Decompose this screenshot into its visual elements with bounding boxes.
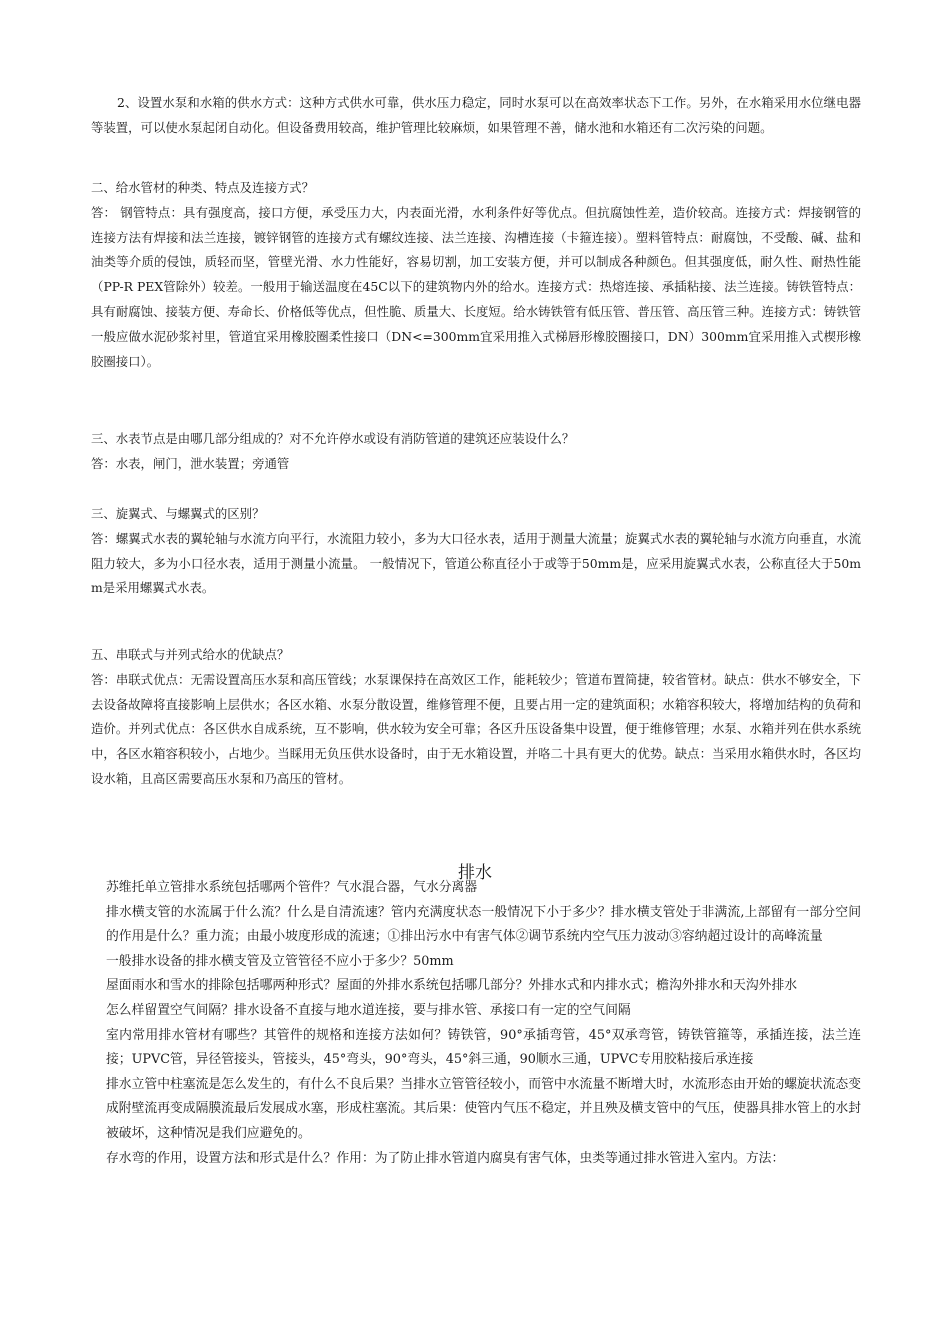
drainage-item: 室内常用排水管材有哪些？其管件的规格和连接方法如何？铸铁管，90°承插弯管，45°双承弯管，铸铁管箍等，承插连接，法兰连接；UPVC管，异径管接头，管接头，45°弯头，90°弯头，45°斜三通，90顺水三通，UPVC专用胶粘接后承连接 bbox=[106, 1027, 861, 1068]
q4-question: 三、旋翼式、与螺翼式的区别？ bbox=[91, 506, 265, 521]
q2-block bbox=[91, 176, 861, 374]
intro-block bbox=[91, 91, 861, 141]
drainage-item: 排水横支管的水流属于什么流？什么是自清流速？管内充满度状态一般情况下小于多少？排水横支管处于非满流,上部留有一部分空间的作用是什么？重力流；由最小坡度形成的流速；①排出污水中有害气体②调节系统内空气压力波动③容纳超过设计的高峰流量 bbox=[106, 904, 861, 945]
drainage-item: 一般排水设备的排水横支管及立管管径不应小于多少？50mm bbox=[106, 953, 454, 969]
q5-block bbox=[91, 643, 861, 792]
intro-paragraph: 2、设置水泵和水箱的供水方式：这种方式供水可靠，供水压力稳定，同时水泵可以在高效率状态下工作。另外，在水箱采用水位继电器等装置，可以使水泵起闭自动化。但设备费用较高，维护管理比较麻烦，如果管理不善，储水池和水箱还有二次污染的问题。 bbox=[91, 95, 861, 135]
q3-block bbox=[91, 427, 861, 477]
q4-answer: 答：螺翼式水表的翼轮轴与水流方向平行，水流阻力较小，多为大口径水表，适用于测量大流量；旋翼式水表的翼轮轴与水流方向垂直，水流阻力较大，多为小口径水表，适用于测量小流量。 一般情况下，管道公称直径小于或等于50mm是，应采用旋翼式水表，公称直径大于50mm是采用螺翼式水表。 bbox=[91, 530, 861, 596]
drainage-list bbox=[106, 876, 861, 1171]
q4-block bbox=[91, 502, 861, 601]
q2-answer: 答： 钢管特点：具有强度高，接口方便，承受压力大，内表面光滑，水利条件好等优点。但抗腐蚀性差，造价较高。连接方式：焊接钢管的连接方法有焊接和法兰连接，镀锌钢管的连接方式有螺纹连接、法兰连接、沟槽连接（卡箍连接）。塑料管特点：耐腐蚀，不受酸、碱、盐和油类等介质的侵蚀，质轻而坚，管壁光滑、水力性能好，容易切割，加工安装方便，并可以制成各种颜色。但其强度低，耐久性、耐热性能（PP-R PEX管除外）较差。一般用于输送温度在45C以下的建筑物内外的给水。连接方式：热熔连接、承插粘接、法兰连接。铸铁管特点：具有耐腐蚀、接装方便、寿命长、价格低等优点，但性脆、质量大、长度短。给水铸铁管有低压管、普压管、高压管三种。连接方式：铸铁管一般应做水泥砂浆衬里，管道宜采用橡胶圈柔性接口（DN<=300mm宜采用推入式梯唇形橡胶圈接口，DN）300mm宜采用推入式楔形橡胶圈接口）。 bbox=[91, 204, 861, 369]
q2-question: 二、给水管材的种类、特点及连接方式？ bbox=[91, 180, 315, 195]
drainage-item: 存水弯的作用，设置方法和形式是什么？作用：为了防止排水管道内腐臭有害气体，虫类等通过排水管进入室内。方法： bbox=[106, 1150, 785, 1166]
drainage-section-title: 排水 bbox=[458, 863, 492, 884]
q3-question: 三、水表节点是由哪几部分组成的？对不允许停水或设有消防管道的建筑还应装设什么？ bbox=[91, 431, 575, 446]
drainage-item: 怎么样留置空气间隔？排水设备不直接与地水道连接，要与排水管、承接口有一定的空气间隔 bbox=[106, 1002, 631, 1018]
q5-question: 五、串联式与并列式给水的优缺点？ bbox=[91, 647, 290, 662]
drainage-item: 排水立管中柱塞流是怎么发生的，有什么不良后果？当排水立管管径较小，而管中水流量不断增大时，水流形态由开始的螺旋状流态变成附壁流再变成隔膜流最后发展成水塞，形成柱塞流。其后果：使管内气压不稳定，并且殃及横支管中的气压，使器具排水管上的水封被破坏，这种情况是我们应避免的。 bbox=[106, 1076, 862, 1141]
q3-answer: 答：水表，闸门，泄水装置；旁通管 bbox=[91, 455, 290, 471]
q5-answer: 答：串联式优点：无需设置高压水泵和高压管线；水泵课保持在高效区工作，能耗较少；管道布置简捷，较省管材。缺点：供水不够安全，下去设备故障将直接影响上层供水；各区水箱、水泵分散设置，维修管理不便，且要占用一定的建筑面积；水箱容积较大，将增加结构的负荷和造价。并列式优点：各区供水自成系统，互不影响，供水较为安全可靠；各区升压设备集中设置，便于维修管理；水泵、水箱并列在供水系统中，各区水箱容积较小，占地少。当睬用无负压供水设备时，由于无水箱设置，并咯二十具有更大的优势。缺点：当采用水箱供水时，各区均设水箱，且高区需要高压水泵和乃高压的管材。 bbox=[91, 671, 861, 786]
drainage-item: 苏维托单立管排水系统包括哪两个管件？气水混合器，气水分离器 bbox=[106, 880, 478, 895]
drainage-item: 屋面雨水和雪水的排除包括哪两种形式？屋面的外排水系统包括哪几部分？外排水式和内排水式；檐沟外排水和天沟外排水 bbox=[106, 978, 798, 994]
